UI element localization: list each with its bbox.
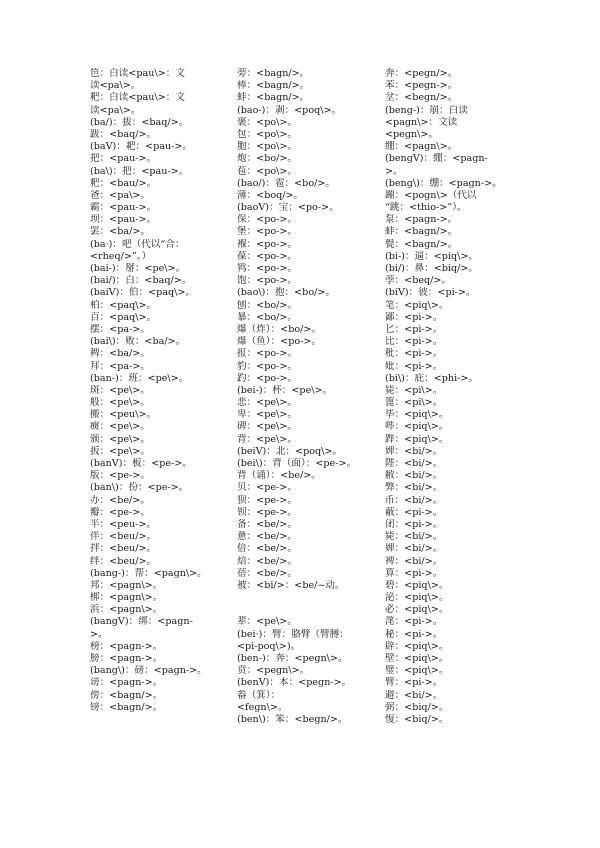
entry-line: 颁：<pe\>。 — [90, 433, 150, 445]
entry-line: 蔽：<pi->。 — [385, 506, 443, 518]
entry-line: <pegn\>。 — [385, 128, 439, 140]
entry-line: 弊：<bi/>。 — [385, 482, 443, 494]
entry-line: 甏：<bagn/>。 — [385, 238, 458, 250]
entry-line: 背：<pe\>。 — [237, 433, 297, 445]
entry-line: 镑：<bagn/>。 — [90, 701, 163, 713]
entry-line: 滗：<pi->。 — [385, 616, 443, 628]
entry-line: 备：<be/>。 — [237, 518, 297, 530]
entry-line: 奔：<pegn/>。 — [385, 68, 458, 79]
entry-line: (bei·)：臂：胳臂（臂膊： — [237, 628, 349, 640]
entry-line: 扳：<pe\>。 — [90, 445, 150, 457]
entry-line: (bai/)：白：<baq/>。 — [90, 275, 192, 287]
entry-line: 褒：<po\>。 — [237, 116, 298, 128]
entry-line: 裨：<bi/>。 — [385, 555, 443, 567]
entry-line: (bi/)：鼻：<biq/>。 — [385, 263, 478, 274]
entry-line: <pi-poq\>)。 — [237, 640, 301, 652]
entry-line: 被：<bi/>：<be/~动。 — [237, 579, 345, 591]
entry-line: 匕：<pi->。 — [385, 323, 443, 335]
entry-line: 弼：<biq/>。 — [385, 701, 449, 713]
entry-line: (ba/)：拔：<baq/>。 — [90, 116, 189, 128]
entry-line: 璧：<piq\>。 — [385, 665, 449, 677]
entry-line: 碧：<piq\>。 — [385, 579, 449, 591]
entry-line: (bao/)：雹：<bo/>。 — [237, 177, 335, 189]
entry-line: (benV)：本：<pegn->。 — [237, 677, 352, 689]
entry-line: (baoV)：宝：<po->。 — [237, 202, 339, 214]
entry-line: 谤：<pagn->。 — [90, 677, 163, 689]
entry-line — [237, 604, 389, 616]
entry-line: <pagn\>：文读 — [385, 116, 458, 128]
entry-line: 哔：<piq\>。 — [385, 421, 449, 433]
entry-line: (bang\)：磅：<pagn->。 — [90, 665, 207, 677]
entry-line: 避：<bi/>。 — [385, 689, 443, 701]
entry-line: (bangV)：绑：<pagn- — [90, 616, 193, 628]
entry-line: 暴：<bo/>。 — [237, 311, 298, 323]
entry-line: (ba\)：把：<pau->。 — [90, 165, 189, 177]
entry-line: 蒡：<bagn/>。 — [237, 68, 310, 79]
entry-line: 趵：<po->。 — [237, 372, 298, 384]
entry-line: 拜：<pa->。 — [90, 360, 150, 372]
entry-line: 柏：<paq\>。 — [90, 299, 157, 311]
entry-line: >。 — [90, 628, 108, 640]
entry-line: 陛：<bi/>。 — [385, 458, 443, 469]
entry-line: 畚（箕）： — [237, 689, 281, 701]
entry-line: 棒：<bagn/>。 — [237, 80, 310, 92]
entry-line: 粑：<bau/>。 — [90, 177, 157, 189]
column-2 — [237, 68, 389, 726]
entry-line: (ba·)：吧（代以“合： — [90, 238, 185, 250]
entry-line: 荸：<beq/>。 — [385, 275, 452, 287]
entry-line: 笔：<piq\>。 — [385, 299, 449, 311]
entry-line: 跋：<baq/>。 — [90, 128, 157, 140]
entry-line: 秕：<pi->。 — [385, 348, 443, 360]
entry-line: 褓：<po->。 — [237, 238, 298, 250]
entry-line: 泌：<piq\>。 — [385, 592, 449, 604]
entry-line: 鄙：<pi->。 — [385, 311, 443, 323]
entry-line: 笆：白读<pau\>：文 — [90, 68, 185, 79]
entry-line: (ban-)：班：<pe\>。 — [90, 372, 189, 384]
entry-line: 伴：<beu/>。 — [90, 531, 157, 543]
entry-line: <fegn\>。 — [237, 701, 288, 713]
entry-line: 邦：<pagn\>。 — [90, 579, 163, 591]
entry-line: 爸：<pa\>。 — [90, 189, 150, 201]
entry-line: 百：<paq\>。 — [90, 311, 157, 323]
column-1 — [90, 68, 242, 714]
entry-line: 刨：<bo/>。 — [237, 299, 298, 311]
entry-line: 辟：<piq\>。 — [385, 640, 449, 652]
entry-line: 爆（鱼）：<po->。 — [237, 336, 321, 348]
entry-line: 读<pa\>。 — [90, 80, 141, 92]
entry-line: “跳：<thio->”）。 — [385, 202, 467, 214]
entry-line: 秘：<pi->。 — [385, 628, 443, 640]
entry-line: 般：<pe\>。 — [90, 397, 150, 409]
entry-line: 包：<po\>。 — [237, 128, 298, 140]
entry-line: 狈：<pe->。 — [237, 494, 297, 506]
entry-line: (bei\)：背（面）：<pe->。 — [237, 458, 357, 469]
entry-line: (bai-)：掰：<pe\>。 — [90, 263, 186, 274]
entry-line: 榜：<pagn->。 — [90, 640, 163, 652]
entry-line: 倍：<be/>。 — [237, 543, 297, 555]
entry-line: 焙：<be/>。 — [237, 555, 297, 567]
entry-line: 办：<be/>。 — [90, 494, 150, 506]
entry-line: 葆：<po->。 — [237, 250, 298, 262]
entry-line: 坝：<pau->。 — [90, 214, 157, 226]
entry-line: 壁：<piq\>。 — [385, 653, 449, 664]
entry-line: 毙：<bi/>。 — [385, 531, 443, 543]
entry-line: 霸：<pau->。 — [90, 202, 157, 214]
entry-line: 膀：<pagn->。 — [90, 653, 163, 664]
entry-line: 钡：<pe->。 — [237, 506, 297, 518]
entry-line: (baV)：耙：<pau->。 — [90, 141, 193, 153]
entry-line: 粑：白读<pau\>：文 — [90, 92, 185, 104]
entry-line: 堡：<po->。 — [237, 226, 298, 238]
entry-line: 跸：<piq\>。 — [385, 433, 449, 445]
entry-line: 篦：<pi\>。 — [385, 397, 443, 409]
entry-line: 梆：<pagn\>。 — [90, 592, 163, 604]
entry-line: 罢：<ba/>。 — [90, 226, 150, 238]
entry-line: 癍：<pe\>。 — [90, 421, 150, 433]
entry-line: (bao-)：剥：<poq\>。 — [237, 104, 342, 116]
column-3 — [385, 68, 537, 726]
entry-line: 鸨：<po->。 — [237, 263, 298, 274]
entry-line: 蚌：<bagn/>。 — [237, 92, 310, 104]
entry-line: 炮：<bo/>。 — [237, 153, 298, 165]
entry-line: 蓓：<be/>。 — [237, 567, 297, 579]
entry-line: 惫：<be/>。 — [237, 531, 297, 543]
entry-line: 蚌：<bagn/>。 — [385, 226, 458, 238]
entry-line — [237, 592, 389, 604]
entry-line: 拌：<beu/>。 — [90, 543, 157, 555]
entry-line: 瓣：<pe->。 — [90, 506, 150, 518]
entry-line: 绊：<beu/>。 — [90, 555, 157, 567]
entry-line: 薄：<boq/>。 — [237, 189, 304, 201]
entry-line: (biV)：彼：<pi->。 — [385, 287, 476, 299]
entry-line: 碑：<pe\>。 — [237, 421, 297, 433]
entry-line: (bei-)：杯：<pe\>。 — [237, 384, 333, 396]
entry-line: 婢：<bi/>。 — [385, 543, 443, 555]
entry-line: (bao\)：抱：<bo/>。 — [237, 287, 335, 299]
entry-line: (beng-)：崩：白读 — [385, 104, 468, 116]
entry-line: 苞：<po\>。 — [237, 165, 298, 177]
entry-line: 保：<po->。 — [237, 214, 298, 226]
entry-line: (bi\)：庇：<phi->。 — [385, 372, 479, 384]
entry-line: 读<pa\>。 — [90, 104, 141, 116]
entry-line: 毙：<pi\>。 — [385, 384, 443, 396]
entry-line: <rheq/>”。） — [90, 250, 152, 262]
entry-line: 稗：<ba/>。 — [90, 348, 150, 360]
entry-line: (bai\)：败：<ba/>。 — [90, 336, 186, 348]
entry-line: (banV)：板：<pe->。 — [90, 458, 192, 469]
entry-line: 苯：<pegn->。 — [385, 80, 458, 92]
entry-line: 婢：<bi/>。 — [385, 445, 443, 457]
entry-line: 豹：<po->。 — [237, 360, 298, 372]
entry-line: 悲：<pe\>。 — [237, 397, 297, 409]
entry-line: 傍：<bagn/>。 — [90, 689, 163, 701]
entry-line: 坌：<begn/>。 — [385, 92, 458, 104]
entry-line: 半：<peu->。 — [90, 518, 157, 530]
entry-line: 背（诵）：<be/>。 — [237, 470, 321, 482]
entry-line: 毕：<piq\>。 — [385, 409, 449, 421]
entry-line: 妣：<pi->。 — [385, 360, 443, 372]
entry-line: 币：<bi/>。 — [385, 494, 443, 506]
entry-line: 卑：<pe\>。 — [237, 409, 297, 421]
entry-line: 胞：<po\>。 — [237, 141, 298, 153]
entry-line: 泵：<pagn->。 — [385, 214, 458, 226]
entry-line: 绷：<pagn\>。 — [385, 141, 458, 153]
entry-line: (ben\)：笨：<begn/>。 — [237, 713, 348, 725]
entry-line: 版：<pe->。 — [90, 470, 150, 482]
entry-line: (bi-)：逼：<piq\>。 — [385, 250, 478, 262]
entry-line: >。 — [385, 165, 403, 177]
entry-line: 贲：<pegn\>。 — [237, 665, 310, 677]
entry-line: 摆：<pa->。 — [90, 323, 150, 335]
entry-line: (baiV)：伯：<paq\>。 — [90, 287, 196, 299]
entry-line: (beng\)：绷：<pagn->。 — [385, 177, 502, 189]
entry-line: 算：<pi->。 — [385, 567, 443, 579]
entry-line: 搬：<peu\>。 — [90, 409, 157, 421]
entry-line: 爆（炸）：<bo/>。 — [237, 323, 321, 335]
entry-line: 臂：<pi->。 — [385, 677, 443, 689]
entry-line: 斑：<pe\>。 — [90, 384, 150, 396]
entry-line: 报：<po->。 — [237, 348, 298, 360]
entry-line: (ban\)：扮：<pe->。 — [90, 482, 189, 494]
entry-line: 敝：<bi/>。 — [385, 470, 443, 482]
entry-line: (beiV)：北：<poq\>。 — [237, 445, 343, 457]
entry-line: 愎：<biq/>。 — [385, 713, 449, 725]
entry-line: 比：<pi->。 — [385, 336, 443, 348]
entry-line: 把：<pau->。 — [90, 153, 157, 165]
entry-line: (bengV)：绷：<pagn- — [385, 153, 488, 165]
entry-line: 饱：<po->。 — [237, 275, 298, 287]
entry-line: 必：<piq\>。 — [385, 604, 449, 616]
entry-line: 浜：<pagn\>。 — [90, 604, 163, 616]
entry-line: (ben-)：奔：<pegn\>。 — [237, 653, 348, 664]
entry-line: 蹦：<pogn\>（代以 — [385, 189, 477, 201]
entry-line: 贝：<pe->。 — [237, 482, 297, 494]
entry-line: 辈：<pe\>。 — [237, 616, 297, 628]
entry-line: (bang-)：帮：<pagn\>。 — [90, 567, 207, 579]
entry-line: 闭：<pi->。 — [385, 518, 443, 530]
